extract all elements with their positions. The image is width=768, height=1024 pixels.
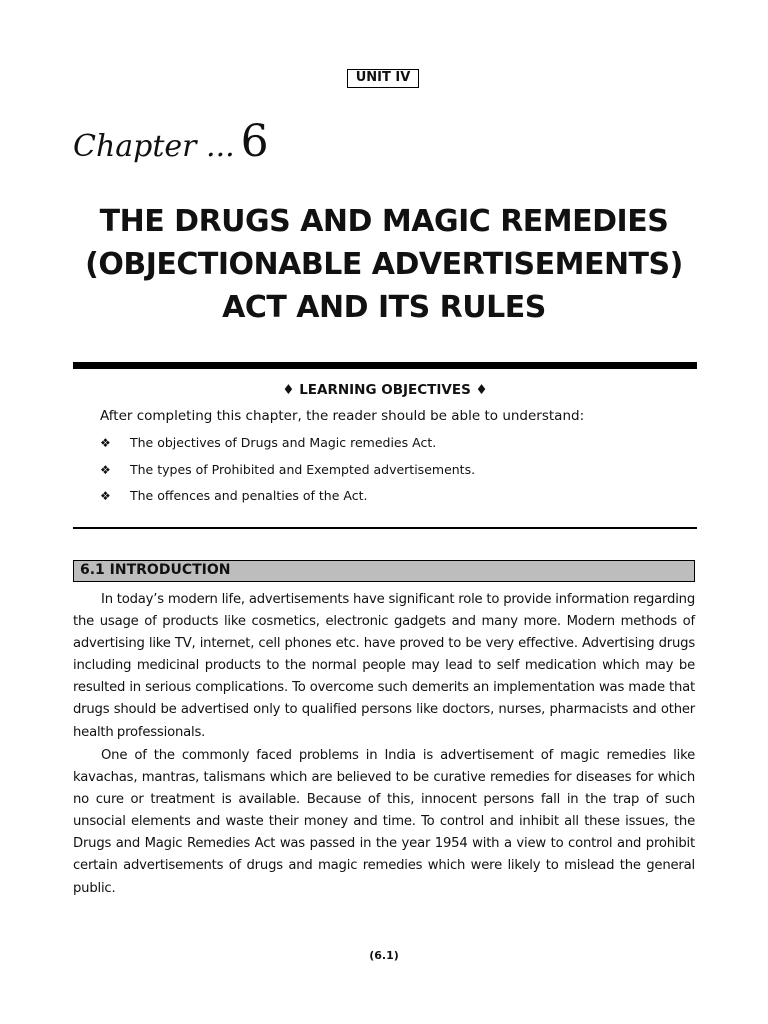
list-item <box>100 483 475 510</box>
chapter-title-line: THE DRUGS AND MAGIC REMEDIES <box>99 204 669 239</box>
diamond-bullet-icon: ❖ <box>100 489 111 503</box>
chapter-title-line: (OBJECTIONABLE ADVERTISEMENTS) <box>85 247 683 282</box>
body-paragraph: One of the commonly faced problems in India is advertisement of magic remedies like kavachas, mantras, talismans which are believed to be curative remedies for diseases for which no cure or treatment is available. Because of this, innocent persons fall in the trap of such unsocial elements and waste their money and time. To control and inhibit all these issues, the Drugs and Magic Remedies Act was passed in the year 1954 with a view to control and prohibit certain advertisements of drugs and magic remedies which were likely to mislead the general public. <box>73 748 695 896</box>
objective-text: The types of Prohibited and Exempted advertisements. <box>130 461 476 477</box>
body-paragraph: In today’s modern life, advertisements have significant role to provide information regarding the usage of products like cosmetics, electronic gadgets and many more. Modern methods of advertising like TV, internet, cell phones etc. have proved to be very effective. Advertising drugs including medicinal products to the normal people may lead to self medication which may be resulted in serious complications. To overcome such demerits an implementation was made that drugs should be advertised only to qualified persons like doctors, nurses, pharmacists and other health professionals. <box>73 592 695 740</box>
learning-objectives-heading: ♦ LEARNING OBJECTIVES ♦ <box>282 382 488 398</box>
objective-text: The offences and penalties of the Act. <box>130 488 368 503</box>
chapter-heading <box>73 118 269 171</box>
chapter-prefix: Chapter ... <box>73 129 235 164</box>
unit-label: UNIT IV <box>347 69 419 88</box>
chapter-number: 6 <box>240 116 269 167</box>
diamond-bullet-icon: ❖ <box>100 462 111 477</box>
objectives-divider <box>73 527 697 529</box>
learning-objectives-intro: After completing this chapter, the reader should be able to understand: <box>100 408 585 424</box>
diamond-bullet-icon: ❖ <box>100 436 111 450</box>
chapter-title <box>40 200 728 329</box>
chapter-title-line: ACT AND ITS RULES <box>222 290 546 325</box>
list-item <box>100 430 475 457</box>
page-number: (6.1) <box>369 949 399 962</box>
title-divider <box>73 362 697 369</box>
objective-text: The objectives of Drugs and Magic remedies Act. <box>130 435 437 450</box>
section-heading: 6.1 INTRODUCTION <box>73 560 695 582</box>
list-item <box>100 457 475 484</box>
learning-objectives-list <box>100 430 475 510</box>
